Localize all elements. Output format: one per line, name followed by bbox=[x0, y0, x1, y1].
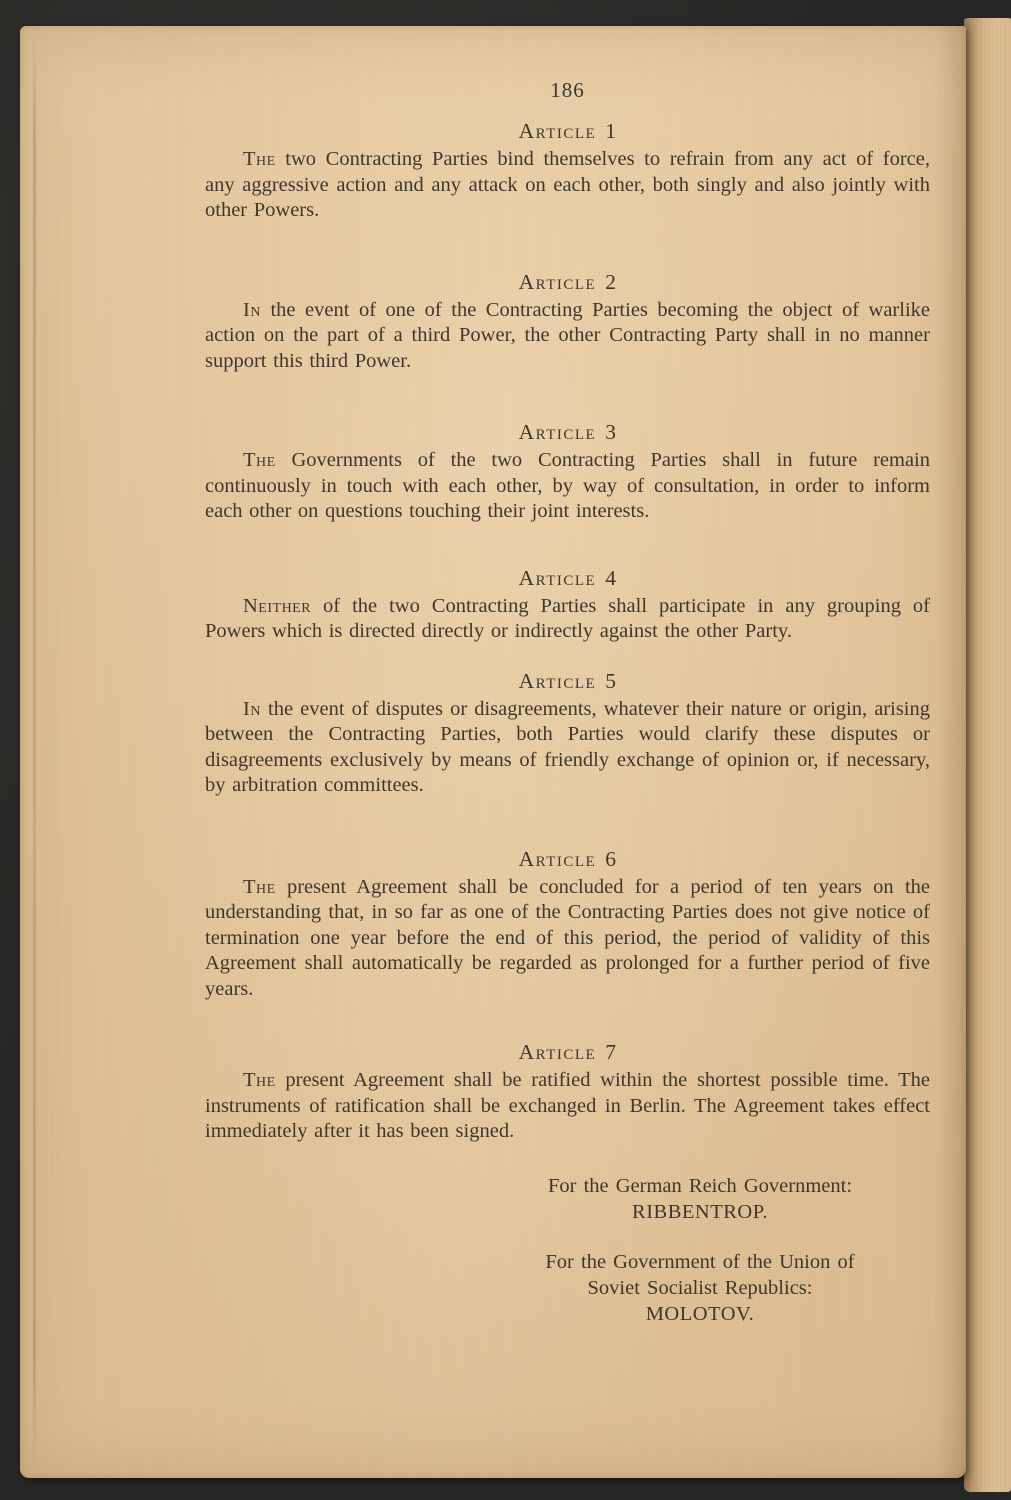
article-3-heading bbox=[205, 418, 930, 446]
page-number: 186 bbox=[550, 78, 585, 102]
article-2 bbox=[205, 268, 930, 375]
signature-party-soviet-line1: For the Government of the Union of bbox=[545, 1250, 855, 1273]
article-5-body-text: the event of disputes or disagreements, whatever their nature or origin, arising between the Contracting Parties, both Parties would clarify these disputes or disagreements exclusively by means of friendly exchange of opinion or, if necessary, by arbitration committees. bbox=[205, 697, 930, 796]
article-6-body-text: present Agreement shall be concluded for a period of ten years on the understanding that, in so far as one of the Contracting Parties does not give notice of termination one year before the end of this period, the period of validity of this Agreement shall automatically be regarded as prolonged for a further period of five years. bbox=[205, 875, 930, 1000]
book-page bbox=[20, 26, 966, 1478]
article-5-label: Article bbox=[518, 668, 597, 693]
article-6-number: 6 bbox=[605, 846, 617, 871]
article-5-heading bbox=[205, 667, 930, 695]
signatory-molotov: MOLOTOV. bbox=[645, 1302, 755, 1325]
article-3-number: 3 bbox=[605, 420, 617, 444]
signature-party-soviet-line2: Soviet Socialist Republics: bbox=[587, 1276, 813, 1299]
article-4-heading bbox=[205, 564, 930, 592]
article-7-label: Article bbox=[518, 1040, 597, 1064]
article-6-heading bbox=[205, 845, 930, 873]
article-5-text bbox=[205, 697, 930, 799]
article-4 bbox=[205, 564, 930, 645]
article-1-body-text: two Contracting Parties bind themselves to refrain from any act of force, any aggressive action and any attack on each other, both singly and also jointly with other Powers. bbox=[205, 148, 931, 221]
article-2-heading bbox=[205, 268, 930, 296]
article-6-lead-word: The bbox=[243, 875, 276, 898]
article-6-label: Article bbox=[518, 846, 597, 871]
article-4-text bbox=[205, 594, 930, 645]
article-6-text bbox=[205, 875, 930, 1003]
article-7-body-text: present Agreement shall be ratified within the shortest possible time. The instruments of ratification shall be exchanged in Berlin. The Agreement takes effect immediately after it has been signed. bbox=[205, 1069, 931, 1142]
signature-block-german bbox=[480, 1173, 920, 1225]
signatory-ribbentrop: RIBBENTROP. bbox=[632, 1200, 768, 1223]
signature-block-soviet bbox=[480, 1249, 920, 1327]
article-3 bbox=[205, 418, 930, 525]
article-3-text bbox=[205, 448, 930, 525]
article-1-text bbox=[205, 147, 930, 224]
article-5 bbox=[205, 667, 930, 799]
article-3-lead-word: The bbox=[243, 449, 276, 471]
signature-party-german: For the German Reich Government: bbox=[547, 1174, 853, 1197]
article-3-label: Article bbox=[518, 420, 597, 444]
article-5-lead-word: In bbox=[243, 697, 261, 720]
article-7 bbox=[205, 1038, 930, 1145]
article-4-body-text: of the two Contracting Parties shall participate in any grouping of Powers which is directed directly or indirectly against the other Party. bbox=[205, 594, 930, 642]
article-6 bbox=[205, 845, 930, 1003]
article-4-number: 4 bbox=[605, 565, 617, 590]
article-1-heading bbox=[205, 117, 930, 145]
article-7-heading bbox=[205, 1038, 930, 1066]
article-7-text bbox=[205, 1068, 930, 1145]
article-7-lead-word: The bbox=[243, 1069, 276, 1091]
article-3-body-text: Governments of the two Contracting Parties shall in future remain continuously in touch with each other, by way of consultation, in order to inform each other on questions touching their joint interests. bbox=[205, 449, 930, 522]
article-1-label: Article bbox=[518, 119, 597, 143]
article-4-label: Article bbox=[518, 565, 597, 590]
article-2-text bbox=[205, 298, 930, 375]
article-1 bbox=[205, 117, 930, 224]
article-2-body-text: the event of one of the Contracting Parties becoming the object of warlike action on the part of a third Power, the other Contracting Party shall in no manner support this third Power. bbox=[205, 298, 931, 372]
article-2-label: Article bbox=[518, 269, 597, 294]
article-7-number: 7 bbox=[605, 1040, 617, 1064]
adjacent-page-edge bbox=[964, 18, 1011, 1492]
article-2-lead-word: In bbox=[243, 298, 261, 321]
article-2-number: 2 bbox=[605, 269, 617, 294]
article-1-lead-word: The bbox=[243, 148, 276, 170]
article-4-lead-word: Neither bbox=[243, 594, 312, 617]
article-5-number: 5 bbox=[605, 668, 617, 693]
article-1-number: 1 bbox=[605, 119, 617, 143]
